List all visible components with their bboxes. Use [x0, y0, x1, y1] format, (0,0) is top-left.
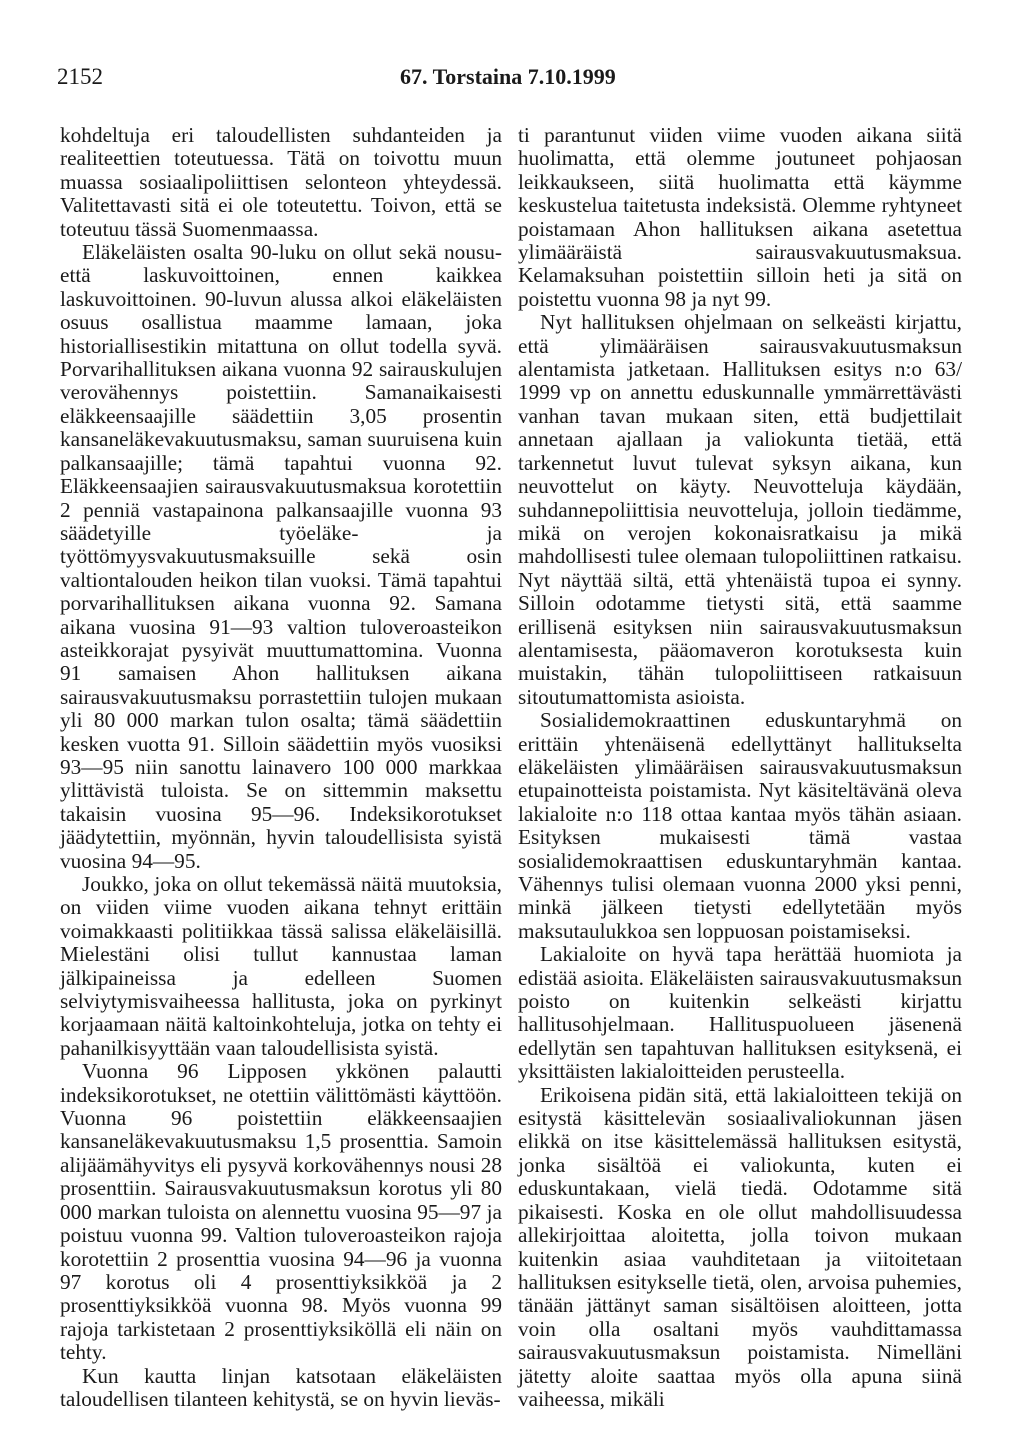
left-column: [60, 124, 502, 1411]
paragraph: Eläkeläisten osalta 90-luku on ollut sekä nousu- että laskuvoittoinen, ennen kaikkea laskuvoittoinen. 90-luvun alussa alkoi eläkeläisten osuus osallistua maamme lamaan, joka historiallisestikin mitattuna on ollut todella syvä. Porvarihallituksen aikana vuonna 92 sairauskulujen verovähennys poistettiin. Samanaikaisesti eläkkeensaajille säädettiin 3,05 prosentin kansaneläkevakuutusmaksu, saman suuruisena kuin palkansaajille; tämä tapahtui vuonna 92. Eläkkeensaajien sairausvakuutusmaksua korotettiin 2 penniä vastapainona palkansaajille vuonna 93 säädetyille työeläke- ja työttömyysvakuutusmaksuille sekä osin valtiontalouden heikon tilan vuoksi. Tämä tapahtui porvarihallituksen aikana vuonna 92. Samana aikana vuosina 91—93 valtion tuloveroasteikon asteikkorajat pysyivät muuttumattomina. Vuonna 91 samaisen Ahon hallituksen aikana sairausvakuutusmaksu porrastettiin tulojen mukaan yli 80 000 markan tulon osalta; tämä säädettiin kesken vuotta 91. Silloin säädettiin myös vuosiksi 93—95 niin sanottu lainavero 100 000 markkaa ylittävistä tuloista. Se on sittemmin maksettu takaisin vuosina 95—96. Indeksikorotukset jäädytettiin, myönnän, hyvin taloudellisista syistä vuosina 94—95.: [60, 240, 502, 873]
paragraph: Joukko, joka on ollut tekemässä näitä muutoksia, on viiden viime vuoden aikana tehnyt erittäin voimakkaasti politiikkaa tässä salissa eläkeläisillä. Mielestäni olisi tullut kannustaa laman jälkipaineissa ja edelleen Suomen selviytymisvaiheessa hallitusta, joka on pyrkinyt korjaamaan näitä kaltoinkohteluja, jotka on tehty ei pahanilkisyyttään vaan taloudellisista syistä.: [60, 872, 502, 1060]
running-title: 67. Torstaina 7.10.1999: [400, 64, 616, 89]
paragraph: Vuonna 96 Lipposen ykkönen palautti indeksikorotukset, ne otettiin välittömästi käyttöön. Vuonna 96 poistettiin eläkkeensaajien kansaneläkevakuutusmaksu 1,5 prosenttia. Samoin alijäämähyvitys eli pysyvä korkovähennys nousi 28 prosenttiin. Sairausvakuutusmaksun korotus yli 80 000 markan tuloista on alennettu vuosina 95—97 ja poistuu vuonna 99. Valtion tuloveroasteikon rajoja korotettiin 2 prosenttia vuosina 94—96 ja vuonna 97 korotus oli 4 prosenttiyksikköä ja 2 prosenttiyksikköä vuonna 98. Myös vuonna 99 rajoja tarkistetaan 2 prosenttiyksiköllä eli näin on tehty.: [60, 1059, 502, 1365]
page-number: 2152: [57, 64, 103, 89]
paragraph: Lakialoite on hyvä tapa herättää huomiota ja edistää asioita. Eläkeläisten sairausvakuutusmaksun poisto on kuitenkin selkeästi kirjattu hallitusohjelmaan. Hallituspuolueen jäsenenä edellytän sen tapahtuvan hallituksen esityksenä, ei yksittäisten lakialoitteiden perusteella.: [518, 942, 962, 1084]
paragraph: Nyt hallituksen ohjelmaan on selkeästi kirjattu, että ylimääräisen sairausvakuutusmaksun alentamista jatketaan. Hallituksen esitys n:o 63/ 1999 vp on annettu eduskunnalle ymmärrettävästi vanhan tavan mukaan siten, että budjettilait annetaan ajallaan ja valiokunta tietää, että tarkennetut luvut tulevat syksyn aikana, kun neuvottelut on käyty. Neuvotteluja käydään, suhdannepoliittisia neuvotteluja, jolloin tiedämme, mikä on verojen kokonaisratkaisu ja mikä mahdollisesti tulee olemaan tulopoliittinen ratkaisu. Nyt näyttää siltä, että yhtenäistä tupoa ei synny. Silloin odotamme tietysti sitä, että saamme erillisenä esityksen niin sairausvakuutusmaksun alentamisesta, pääomaveron korotuksesta kuin muistakin, tähän tulopoliittiseen ratkaisuun sitoutumattomista asioista.: [518, 310, 962, 709]
paragraph: Erikoisena pidän sitä, että lakialoitteen tekijä on esitystä käsittelevän sosiaalivaliokunnan jäsen elikkä on itse käsittelemässä hallituksen esitystä, jonka sisältöä ei valiokunta, kuten ei eduskuntakaan, vielä tiedä. Odotamme sitä pikaisesti. Koska en ole ollut mahdollisuudessa allekirjoittaa aloitetta, jolla toivon mukaan kuitenkin asiaa vauhditetaan ja viitoitetaan hallituksen esitykselle tietä, olen, arvoisa puhemies, tänään jättänyt saman sisältöisen aloitteen, jotta voin olla osaltani myös vauhdittamassa sairausvakuutusmaksun poistamista. Nimelläni jätetty aloite saattaa myös olla apuna siinä vaiheessa, mikäli: [518, 1082, 962, 1411]
paragraph: Sosialidemokraattinen eduskuntaryhmä on erittäin yhtenäisenä edellyttänyt hallitukselta eläkeläisten ylimääräisen sairausvakuutusmaksun etupainotteista poistamista. Nyt käsiteltävänä oleva lakialoite n:o 118 ottaa kantaa myös tähän asiaan. Esityksen mukaisesti tämä vastaa sosialidemokraattisen eduskuntaryhmän kantaa. Vähennys tulisi olemaan vuonna 2000 yksi penni, minkä jälkeen tietysti edellytetään myös maksutaulukkoa sen loppuosan poistamiseksi.: [518, 708, 962, 943]
paragraph: ti parantunut viiden viime vuoden aikana siitä huolimatta, että olemme joutuneet pohjaosan leikkaukseen, siitä huolimatta että käymme keskustelua taitetusta indeksistä. Olemme ryhtyneet poistamaan Ahon hallituksen aikana asetettua ylimääräistä sairausvakuutusmaksua. Kelamaksuhan poistettiin silloin heti ja sitä on poistettu vuonna 98 ja nyt 99.: [518, 123, 962, 311]
paragraph: Kun kautta linjan katsotaan eläkeläisten taloudellisen tilanteen kehitystä, se on hyvin lieväs-: [60, 1363, 502, 1411]
paragraph: kohdeltuja eri taloudellisten suhdanteiden ja realiteettien toteutuessa. Tätä on toivottu muun muassa sosiaalipoliittisen selonteon yhteydessä. Valitettavasti sitä ei ole toteutettu. Toivon, että se toteutuu tässä Suomenmaassa.: [60, 123, 502, 241]
right-column: [518, 124, 962, 1411]
